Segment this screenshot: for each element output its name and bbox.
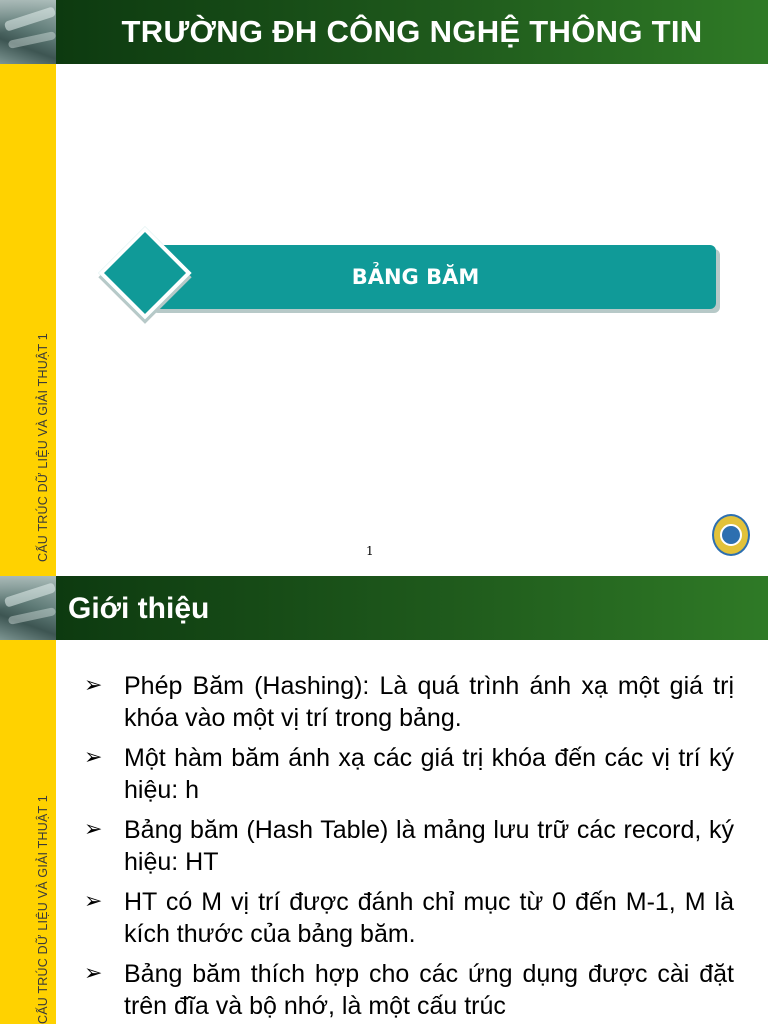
school-title: TRƯỜNG ĐH CÔNG NGHỆ THÔNG TIN [121, 14, 703, 49]
corner-decoration [0, 0, 56, 64]
course-side-label: CẤU TRÚC DỮ LIỆU VÀ GIẢI THUẬT 1 [36, 333, 50, 562]
logo-center [720, 524, 742, 546]
arrowhead-bullet-icon: ➢ [84, 673, 103, 698]
arrowhead-bullet-icon: ➢ [84, 817, 103, 842]
list-item [84, 886, 734, 950]
slide-title: Giới thiệu [68, 592, 210, 625]
corner-decoration [0, 576, 56, 640]
arrowhead-bullet-icon: ➢ [84, 961, 103, 986]
bullet-list [84, 670, 734, 1024]
arrowhead-bullet-icon: ➢ [84, 889, 103, 914]
content-slide [0, 576, 768, 1024]
list-item [84, 670, 734, 734]
banner-title: BẢNG BĂM [351, 265, 480, 289]
list-item [84, 958, 734, 1022]
page-number: 1 [366, 544, 374, 558]
bullet-text: Phép Băm (Hashing): Là quá trình ánh xạ một giá trị khóa vào một vị trí trong bảng. [124, 672, 734, 732]
bullet-text: Bảng băm (Hash Table) là mảng lưu trữ các record, ký hiệu: HT [124, 816, 734, 876]
list-item [84, 814, 734, 878]
university-logo-icon [712, 514, 750, 556]
list-item [84, 742, 734, 806]
course-side-label: CẤU TRÚC DỮ LIỆU VÀ GIẢI THUẬT 1 [36, 795, 50, 1024]
bullet-text: Bảng băm thích hợp cho các ứng dụng được cài đặt trên đĩa và bộ nhớ, là một cấu trúc [124, 960, 734, 1020]
bullet-text: HT có M vị trí được đánh chỉ mục từ 0 đến M-1, M là kích thước của bảng băm. [124, 888, 734, 948]
arrowhead-bullet-icon: ➢ [84, 745, 103, 770]
bullet-text: Một hàm băm ánh xạ các giá trị khóa đến các vị trí ký hiệu: h [124, 744, 734, 804]
